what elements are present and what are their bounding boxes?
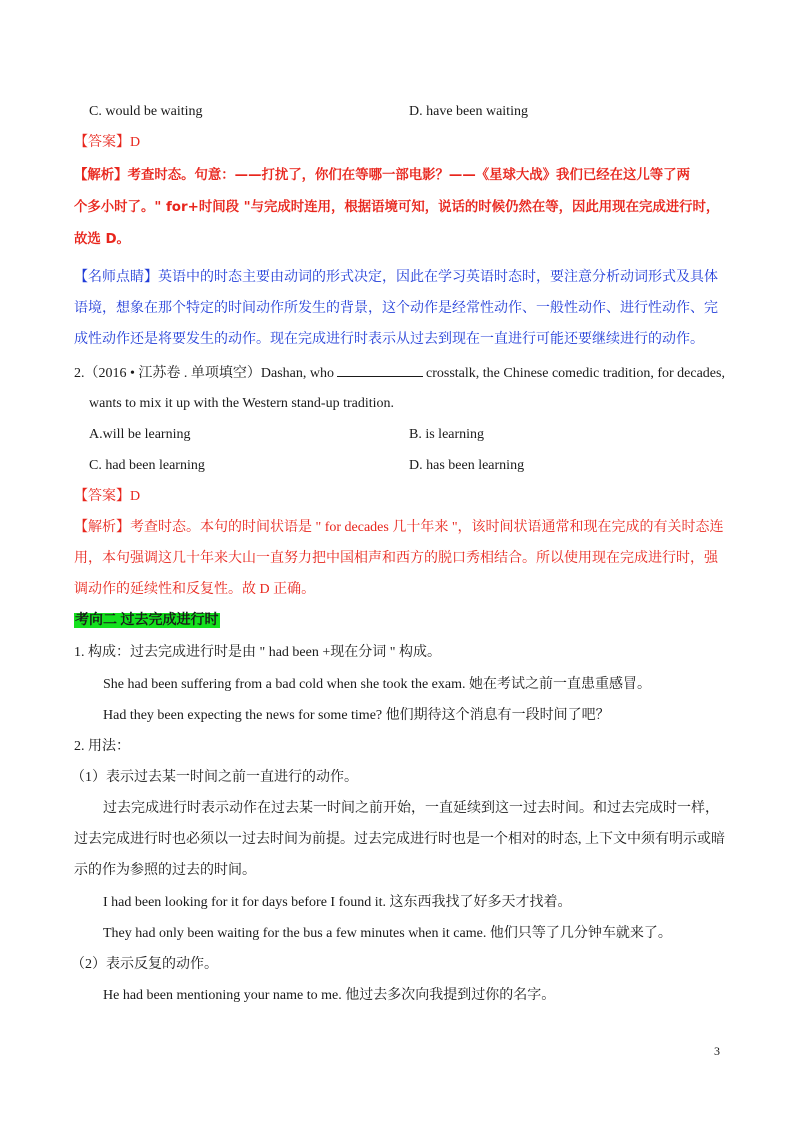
answer-value: D [130, 489, 141, 504]
usage-1-paragraph-line-3: 示的作为参照的过去的时间。 [74, 863, 256, 878]
q1-tip-line-3: 成性动作还是将要发生的动作。现在完成进行时表示从过去到现在一直进行可能还要继续进行的动作。 [74, 332, 704, 347]
structure-line: 1. 构成：过去完成进行时是由 " had been +现在分词 " 构成。 [74, 645, 441, 660]
section-heading [74, 611, 220, 631]
usage-1-paragraph-line-2: 过去完成进行时也必须以一过去时间为前提。过去完成进行时也是一个相对的时态, 上下文中须有明示或暗 [74, 832, 725, 847]
usage-1-title: （1）表示过去某一时间之前一直进行的动作。 [71, 770, 358, 785]
example-1: She had been suffering from a bad cold when she took the exam. 她在考试之前一直患重感冒。 [103, 677, 651, 692]
q2-analysis-line-1: 【解析】考查时态。本句的时间状语是 " for decades 几十年来 "，该时间状语通常和现在完成的有关时态连 [74, 520, 724, 535]
q1-option-c: C. would be waiting [89, 104, 203, 119]
q1-tip-line-1: 【名师点睛】英语中的时态主要由动词的形式决定，因此在学习英语时态时，要注意分析动词形式及具体 [74, 270, 718, 285]
usage-2-title: （2）表示反复的动作。 [71, 957, 218, 972]
q1-answer [74, 133, 140, 153]
q2-analysis-line-3: 调动作的延续性和反复性。故 D 正确。 [74, 582, 316, 597]
q2-stem-before: 2.（2016 • 江苏卷 . 单项填空）Dashan, who [74, 366, 334, 381]
example-5: He had been mentioning your name to me. 他过去多次向我提到过你的名字。 [103, 988, 556, 1003]
q2-stem-after: crosstalk, the Chinese comedic tradition, for decades, [426, 366, 725, 381]
answer-blank [337, 362, 423, 377]
section-heading-text: 考向二 过去完成进行时 [75, 613, 219, 628]
q2-option-b: B. is learning [409, 427, 485, 442]
q1-analysis-line-2: 个多小时了。" for+时间段 "与完成时连用，根据语境可知，说话的时候仍然在等，因此用现在完成进行时， [74, 200, 720, 215]
q2-analysis-line-2: 用，本句强调这几十年来大山一直努力把中国相声和西方的脱口秀相结合。所以使用现在完成进行时，强 [74, 551, 718, 566]
q2-option-d: D. has been learning [409, 458, 525, 473]
q1-analysis-line-1: 【解析】考查时态。句意：——打扰了，你们在等哪一部电影？——《星球大战》我们已经在这儿等了两 [74, 168, 690, 183]
q2-stem-line-2: wants to mix it up with the Western stand-up tradition. [89, 396, 395, 411]
q1-tip-line-2: 语境，想象在那个特定的时间动作所发生的背景，这个动作是经常性动作、一般性动作、进行性动作、完 [74, 301, 718, 316]
q2-option-a: A.will be learning [89, 427, 191, 442]
usage-heading: 2. 用法： [74, 739, 130, 754]
answer-label: 【答案】 [74, 489, 130, 504]
usage-1-paragraph-line-1: 过去完成进行时表示动作在过去某一时间之前开始，一直延续到这一过去时间。和过去完成时一样， [103, 801, 719, 816]
page-number: 3 [714, 1044, 720, 1058]
q2-stem [74, 362, 725, 384]
q1-analysis-line-3: 故选 D。 [74, 232, 130, 247]
q1-option-d: D. have been waiting [409, 104, 528, 119]
example-4: They had only been waiting for the bus a few minutes when it came. 他们只等了几分钟车就来了。 [103, 926, 672, 941]
q2-option-c: C. had been learning [89, 458, 205, 473]
answer-label: 【答案】 [74, 135, 130, 150]
example-3: I had been looking for it for days before I found it. 这东西我找了好多天才找着。 [103, 895, 572, 910]
q2-answer [74, 487, 140, 507]
answer-value: D [130, 135, 141, 150]
example-2: Had they been expecting the news for some time? 他们期待这个消息有一段时间了吧？ [103, 708, 610, 723]
